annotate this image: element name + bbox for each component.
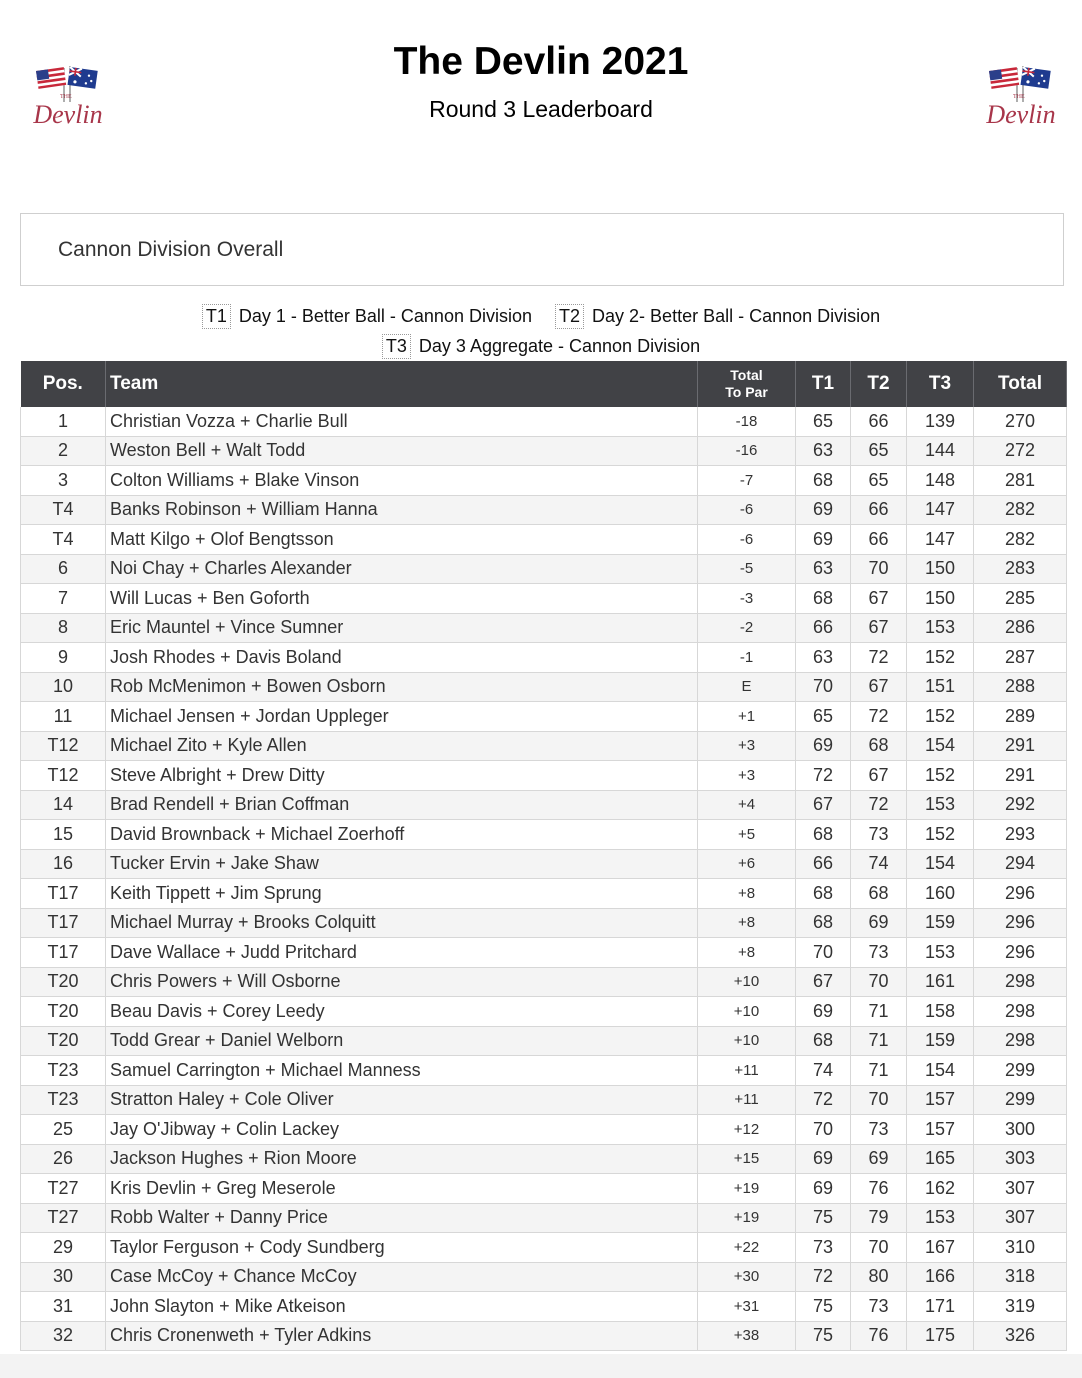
total-cell: 296 <box>974 938 1067 968</box>
pos-cell: T23 <box>21 1085 106 1115</box>
pos-cell: 3 <box>21 466 106 496</box>
table-row[interactable] <box>21 761 1067 791</box>
table-row[interactable] <box>21 820 1067 850</box>
total-cell: 307 <box>974 1174 1067 1204</box>
t3-cell: 153 <box>907 938 974 968</box>
pos-cell: 32 <box>21 1321 106 1351</box>
total-cell: 300 <box>974 1115 1067 1145</box>
team-cell: Stratton Haley + Cole Oliver <box>106 1085 698 1115</box>
to-par-cell: +12 <box>698 1115 796 1145</box>
pos-cell: T12 <box>21 761 106 791</box>
t1-cell: 75 <box>796 1203 851 1233</box>
t3-cell: 154 <box>907 849 974 879</box>
total-cell: 296 <box>974 908 1067 938</box>
table-row[interactable] <box>21 731 1067 761</box>
pos-cell: 30 <box>21 1262 106 1292</box>
to-par-cell: +19 <box>698 1174 796 1204</box>
t3-cell: 159 <box>907 1026 974 1056</box>
t1-cell: 68 <box>796 1026 851 1056</box>
to-par-cell: -5 <box>698 554 796 584</box>
t2-cell: 67 <box>851 672 907 702</box>
table-row[interactable] <box>21 1292 1067 1322</box>
t3-cell: 153 <box>907 1203 974 1233</box>
table-row[interactable] <box>21 554 1067 584</box>
t2-cell: 67 <box>851 613 907 643</box>
total-cell: 282 <box>974 525 1067 555</box>
t1-cell: 68 <box>796 908 851 938</box>
team-cell: Robb Walter + Danny Price <box>106 1203 698 1233</box>
t1-cell: 69 <box>796 1144 851 1174</box>
pos-cell: T4 <box>21 495 106 525</box>
pos-cell: 11 <box>21 702 106 732</box>
to-par-cell: +22 <box>698 1233 796 1263</box>
header-total[interactable]: Total <box>974 361 1067 407</box>
total-cell: 319 <box>974 1292 1067 1322</box>
division-selector[interactable] <box>20 213 1064 286</box>
team-cell: Eric Mauntel + Vince Sumner <box>106 613 698 643</box>
logo-text: Devlin <box>986 100 1056 129</box>
pos-cell: 6 <box>21 554 106 584</box>
table-row[interactable] <box>21 584 1067 614</box>
t3-cell: 175 <box>907 1321 974 1351</box>
total-cell: 298 <box>974 1026 1067 1056</box>
t1-cell: 72 <box>796 1262 851 1292</box>
to-par-cell: +8 <box>698 938 796 968</box>
t1-cell: 70 <box>796 672 851 702</box>
t3-cell: 161 <box>907 967 974 997</box>
to-par-cell: -6 <box>698 525 796 555</box>
team-cell: Banks Robinson + William Hanna <box>106 495 698 525</box>
table-row[interactable] <box>21 495 1067 525</box>
to-par-cell: +38 <box>698 1321 796 1351</box>
page-title: The Devlin 2021 <box>393 40 689 83</box>
total-cell: 326 <box>974 1321 1067 1351</box>
table-row[interactable] <box>21 790 1067 820</box>
team-cell: Kris Devlin + Greg Meserole <box>106 1174 698 1204</box>
t1-cell: 68 <box>796 820 851 850</box>
pos-cell: 1 <box>21 407 106 436</box>
total-cell: 310 <box>974 1233 1067 1263</box>
team-cell: Jackson Hughes + Rion Moore <box>106 1144 698 1174</box>
to-par-cell: +10 <box>698 967 796 997</box>
pos-cell: 2 <box>21 436 106 466</box>
t3-cell: 147 <box>907 525 974 555</box>
t3-cell: 154 <box>907 731 974 761</box>
table-header-row <box>21 361 1067 407</box>
legend-item-t3 <box>382 334 700 359</box>
t2-cell: 73 <box>851 1115 907 1145</box>
t2-cell: 73 <box>851 938 907 968</box>
table-row[interactable] <box>21 849 1067 879</box>
to-par-cell: +31 <box>698 1292 796 1322</box>
table-row[interactable] <box>21 466 1067 496</box>
team-cell: Michael Murray + Brooks Colquitt <box>106 908 698 938</box>
header-total-to-par[interactable] <box>698 361 796 407</box>
to-par-cell: +11 <box>698 1085 796 1115</box>
to-par-cell: -1 <box>698 643 796 673</box>
legend <box>0 304 1082 329</box>
logo-small-text: THE <box>60 94 72 100</box>
pos-cell: T17 <box>21 908 106 938</box>
total-cell: 283 <box>974 554 1067 584</box>
legend-key: T3 <box>382 334 411 359</box>
table-row[interactable] <box>21 672 1067 702</box>
team-cell: Todd Grear + Daniel Welborn <box>106 1026 698 1056</box>
t3-cell: 153 <box>907 790 974 820</box>
team-cell: Taylor Ferguson + Cody Sundberg <box>106 1233 698 1263</box>
total-cell: 293 <box>974 820 1067 850</box>
t3-cell: 152 <box>907 643 974 673</box>
total-cell: 270 <box>974 407 1067 436</box>
t2-cell: 72 <box>851 643 907 673</box>
to-par-cell: +15 <box>698 1144 796 1174</box>
to-par-cell: +3 <box>698 731 796 761</box>
team-cell: Matt Kilgo + Olof Bengtsson <box>106 525 698 555</box>
page-subtitle: Round 3 Leaderboard <box>429 96 653 122</box>
t1-cell: 72 <box>796 761 851 791</box>
t1-cell: 65 <box>796 407 851 436</box>
t2-cell: 76 <box>851 1174 907 1204</box>
table-row[interactable] <box>21 1262 1067 1292</box>
total-cell: 292 <box>974 790 1067 820</box>
pos-cell: T20 <box>21 997 106 1027</box>
t2-cell: 71 <box>851 1056 907 1086</box>
pos-cell: 15 <box>21 820 106 850</box>
team-cell: David Brownback + Michael Zoerhoff <box>106 820 698 850</box>
team-cell: Brad Rendell + Brian Coffman <box>106 790 698 820</box>
t2-cell: 68 <box>851 731 907 761</box>
table-row[interactable] <box>21 1321 1067 1351</box>
table-row[interactable] <box>21 702 1067 732</box>
legend-label: Day 1 - Better Ball - Cannon Division <box>238 306 532 326</box>
t2-cell: 66 <box>851 495 907 525</box>
legend-item-t1 <box>202 304 532 329</box>
pos-cell: 9 <box>21 643 106 673</box>
pos-cell: T17 <box>21 938 106 968</box>
pos-cell: 26 <box>21 1144 106 1174</box>
to-par-cell: -3 <box>698 584 796 614</box>
legend-key: T2 <box>555 304 584 329</box>
table-row[interactable] <box>21 1174 1067 1204</box>
t3-cell: 154 <box>907 1056 974 1086</box>
t1-cell: 69 <box>796 1174 851 1204</box>
team-cell: Will Lucas + Ben Goforth <box>106 584 698 614</box>
to-par-cell: +10 <box>698 1026 796 1056</box>
t2-cell: 72 <box>851 702 907 732</box>
t3-cell: 165 <box>907 1144 974 1174</box>
t3-cell: 150 <box>907 584 974 614</box>
team-cell: Jay O'Jibway + Colin Lackey <box>106 1115 698 1145</box>
total-cell: 318 <box>974 1262 1067 1292</box>
total-cell: 298 <box>974 967 1067 997</box>
total-cell: 291 <box>974 731 1067 761</box>
team-cell: Colton Williams + Blake Vinson <box>106 466 698 496</box>
t3-cell: 147 <box>907 495 974 525</box>
table-row[interactable] <box>21 1115 1067 1145</box>
t1-cell: 63 <box>796 554 851 584</box>
legend <box>0 334 1082 359</box>
table-row[interactable] <box>21 1085 1067 1115</box>
team-cell: Case McCoy + Chance McCoy <box>106 1262 698 1292</box>
logo-text: Devlin <box>33 100 103 129</box>
to-par-cell: -18 <box>698 407 796 436</box>
pos-cell: T20 <box>21 967 106 997</box>
header-t2[interactable]: T2 <box>851 361 907 407</box>
t3-cell: 167 <box>907 1233 974 1263</box>
total-cell: 288 <box>974 672 1067 702</box>
t3-cell: 152 <box>907 761 974 791</box>
t1-cell: 66 <box>796 613 851 643</box>
t2-cell: 69 <box>851 908 907 938</box>
total-cell: 291 <box>974 761 1067 791</box>
pos-cell: T23 <box>21 1056 106 1086</box>
team-cell: Dave Wallace + Judd Pritchard <box>106 938 698 968</box>
t3-cell: 150 <box>907 554 974 584</box>
t1-cell: 63 <box>796 643 851 673</box>
total-cell: 307 <box>974 1203 1067 1233</box>
t2-cell: 74 <box>851 849 907 879</box>
team-cell: Chris Cronenweth + Tyler Adkins <box>106 1321 698 1351</box>
pos-cell: 7 <box>21 584 106 614</box>
t3-cell: 158 <box>907 997 974 1027</box>
t3-cell: 151 <box>907 672 974 702</box>
table-row[interactable] <box>21 1144 1067 1174</box>
t1-cell: 69 <box>796 495 851 525</box>
t2-cell: 73 <box>851 1292 907 1322</box>
t2-cell: 66 <box>851 525 907 555</box>
to-par-cell: +4 <box>698 790 796 820</box>
to-par-cell: +8 <box>698 908 796 938</box>
t1-cell: 68 <box>796 466 851 496</box>
t1-cell: 65 <box>796 702 851 732</box>
to-par-cell: +8 <box>698 879 796 909</box>
team-cell: Tucker Ervin + Jake Shaw <box>106 849 698 879</box>
table-row[interactable] <box>21 613 1067 643</box>
t2-cell: 79 <box>851 1203 907 1233</box>
team-cell: Christian Vozza + Charlie Bull <box>106 407 698 436</box>
to-par-cell: +19 <box>698 1203 796 1233</box>
table-row[interactable] <box>21 1233 1067 1263</box>
total-cell: 281 <box>974 466 1067 496</box>
t3-cell: 153 <box>907 613 974 643</box>
t2-cell: 68 <box>851 879 907 909</box>
table-row[interactable] <box>21 908 1067 938</box>
pos-cell: 16 <box>21 849 106 879</box>
to-par-cell: E <box>698 672 796 702</box>
to-par-cell: +6 <box>698 849 796 879</box>
t2-cell: 69 <box>851 1144 907 1174</box>
t1-cell: 72 <box>796 1085 851 1115</box>
table-row[interactable] <box>21 525 1067 555</box>
legend-label: Day 2- Better Ball - Cannon Division <box>592 306 881 326</box>
t3-cell: 166 <box>907 1262 974 1292</box>
team-cell: Steve Albright + Drew Ditty <box>106 761 698 791</box>
total-cell: 287 <box>974 643 1067 673</box>
pos-cell: T12 <box>21 731 106 761</box>
total-cell: 289 <box>974 702 1067 732</box>
t1-cell: 63 <box>796 436 851 466</box>
to-par-cell: +11 <box>698 1056 796 1086</box>
table-row[interactable] <box>21 407 1067 436</box>
t2-cell: 65 <box>851 436 907 466</box>
t1-cell: 70 <box>796 938 851 968</box>
t3-cell: 162 <box>907 1174 974 1204</box>
t2-cell: 71 <box>851 997 907 1027</box>
pos-cell: 25 <box>21 1115 106 1145</box>
t1-cell: 70 <box>796 1115 851 1145</box>
table-row[interactable] <box>21 1026 1067 1056</box>
total-cell: 296 <box>974 879 1067 909</box>
t2-cell: 70 <box>851 1085 907 1115</box>
to-par-cell: -7 <box>698 466 796 496</box>
table-row[interactable] <box>21 643 1067 673</box>
to-par-cell: +3 <box>698 761 796 791</box>
t3-cell: 157 <box>907 1115 974 1145</box>
total-cell: 286 <box>974 613 1067 643</box>
t2-cell: 67 <box>851 761 907 791</box>
team-cell: Michael Zito + Kyle Allen <box>106 731 698 761</box>
t2-cell: 66 <box>851 407 907 436</box>
total-cell: 299 <box>974 1056 1067 1086</box>
division-label: Cannon Division Overall <box>58 238 284 261</box>
to-par-cell: +10 <box>698 997 796 1027</box>
t2-cell: 72 <box>851 790 907 820</box>
t1-cell: 75 <box>796 1321 851 1351</box>
total-cell: 303 <box>974 1144 1067 1174</box>
legend-item-t2 <box>555 304 880 329</box>
t3-cell: 152 <box>907 702 974 732</box>
t1-cell: 69 <box>796 525 851 555</box>
total-cell: 294 <box>974 849 1067 879</box>
pos-cell: 31 <box>21 1292 106 1322</box>
t2-cell: 80 <box>851 1262 907 1292</box>
team-cell: Michael Jensen + Jordan Uppleger <box>106 702 698 732</box>
t1-cell: 66 <box>796 849 851 879</box>
pos-cell: T17 <box>21 879 106 909</box>
team-cell: Keith Tippett + Jim Sprung <box>106 879 698 909</box>
logo-small-text: THE <box>1013 94 1025 100</box>
t3-cell: 171 <box>907 1292 974 1322</box>
t1-cell: 68 <box>796 879 851 909</box>
team-cell: Weston Bell + Walt Todd <box>106 436 698 466</box>
table-row[interactable] <box>21 879 1067 909</box>
team-cell: Noi Chay + Charles Alexander <box>106 554 698 584</box>
table-row[interactable] <box>21 1056 1067 1086</box>
header-t1[interactable]: T1 <box>796 361 851 407</box>
t1-cell: 68 <box>796 584 851 614</box>
table-row[interactable] <box>21 436 1067 466</box>
total-cell: 299 <box>974 1085 1067 1115</box>
to-par-cell: +30 <box>698 1262 796 1292</box>
t2-cell: 70 <box>851 1233 907 1263</box>
total-cell: 285 <box>974 584 1067 614</box>
t3-cell: 152 <box>907 820 974 850</box>
t2-cell: 67 <box>851 584 907 614</box>
pos-cell: 14 <box>21 790 106 820</box>
t3-cell: 144 <box>907 436 974 466</box>
team-cell: Samuel Carrington + Michael Manness <box>106 1056 698 1086</box>
total-cell: 298 <box>974 997 1067 1027</box>
leaderboard-table <box>20 361 1067 1351</box>
team-cell: Chris Powers + Will Osborne <box>106 967 698 997</box>
footer-bar <box>0 1354 1082 1378</box>
to-par-cell: -16 <box>698 436 796 466</box>
t3-cell: 159 <box>907 908 974 938</box>
pos-cell: 10 <box>21 672 106 702</box>
t2-cell: 73 <box>851 820 907 850</box>
header-pos[interactable]: Pos. <box>21 361 106 407</box>
header-total-to-par-line2: To Par <box>725 384 768 400</box>
t3-cell: 160 <box>907 879 974 909</box>
t1-cell: 69 <box>796 997 851 1027</box>
pos-cell: 29 <box>21 1233 106 1263</box>
to-par-cell: -6 <box>698 495 796 525</box>
table-row[interactable] <box>21 938 1067 968</box>
total-cell: 282 <box>974 495 1067 525</box>
t2-cell: 65 <box>851 466 907 496</box>
header-t3[interactable]: T3 <box>907 361 974 407</box>
team-cell: John Slayton + Mike Atkeison <box>106 1292 698 1322</box>
pos-cell: T20 <box>21 1026 106 1056</box>
t3-cell: 148 <box>907 466 974 496</box>
to-par-cell: +5 <box>698 820 796 850</box>
table-row[interactable] <box>21 1203 1067 1233</box>
team-cell: Beau Davis + Corey Leedy <box>106 997 698 1027</box>
team-cell: Josh Rhodes + Davis Boland <box>106 643 698 673</box>
team-cell: Rob McMenimon + Bowen Osborn <box>106 672 698 702</box>
table-row[interactable] <box>21 997 1067 1027</box>
pos-cell: T27 <box>21 1203 106 1233</box>
t1-cell: 67 <box>796 967 851 997</box>
t1-cell: 69 <box>796 731 851 761</box>
to-par-cell: -2 <box>698 613 796 643</box>
t1-cell: 67 <box>796 790 851 820</box>
table-row[interactable] <box>21 967 1067 997</box>
header-total-to-par-line1: Total <box>730 367 763 383</box>
t1-cell: 73 <box>796 1233 851 1263</box>
t2-cell: 76 <box>851 1321 907 1351</box>
pos-cell: T27 <box>21 1174 106 1204</box>
t1-cell: 75 <box>796 1292 851 1322</box>
header-team[interactable]: Team <box>106 361 698 407</box>
to-par-cell: +1 <box>698 702 796 732</box>
pos-cell: 8 <box>21 613 106 643</box>
t2-cell: 70 <box>851 967 907 997</box>
t2-cell: 70 <box>851 554 907 584</box>
t3-cell: 157 <box>907 1085 974 1115</box>
total-cell: 272 <box>974 436 1067 466</box>
legend-label: Day 3 Aggregate - Cannon Division <box>418 336 701 356</box>
pos-cell: T4 <box>21 525 106 555</box>
legend-key: T1 <box>202 304 231 329</box>
t2-cell: 71 <box>851 1026 907 1056</box>
t1-cell: 74 <box>796 1056 851 1086</box>
t3-cell: 139 <box>907 407 974 436</box>
